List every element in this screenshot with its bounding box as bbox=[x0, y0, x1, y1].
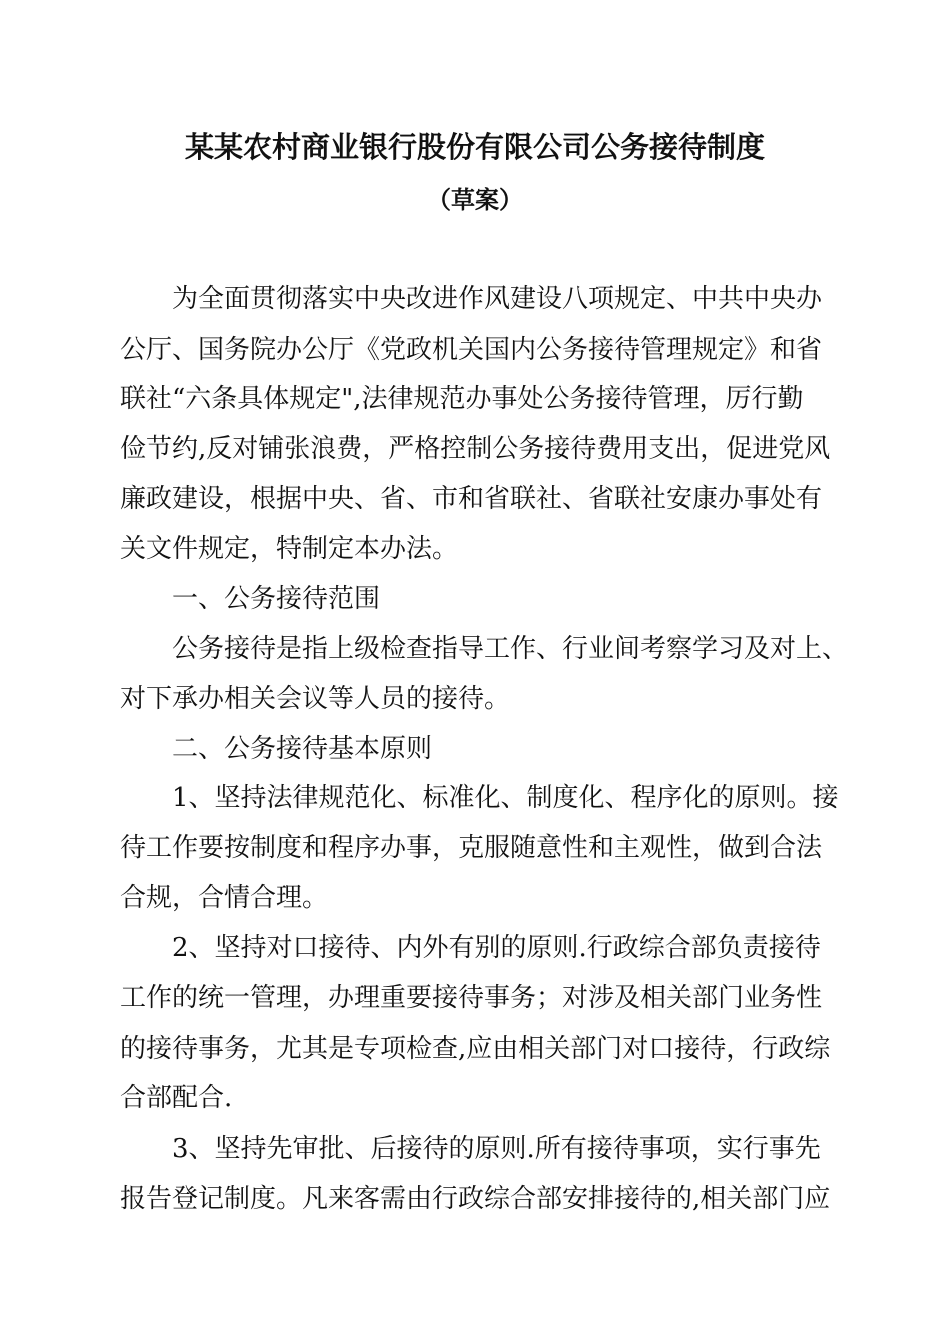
paragraph-line: 为全面贯彻落实中央改进作风建设八项规定、中共中央办 bbox=[172, 284, 823, 314]
paragraph-line: 廉政建设，根据中央、省、市和省联社、省联社安康办事处有 bbox=[120, 484, 823, 514]
paragraph-line: 公厅、国务院办公厅《党政机关国内公务接待管理规定》和省 bbox=[120, 335, 823, 365]
paragraph-line: 公务接待是指上级检查指导工作、行业间考察学习及对上、 bbox=[172, 634, 849, 664]
paragraph-line: 1、坚持法律规范化、标准化、制度化、程序化的原则。接 bbox=[172, 783, 839, 813]
paragraph-line: 合规，合情合理。 bbox=[120, 883, 329, 913]
paragraph-line: 2、坚持对口接待、内外有别的原则.行政综合部负责接待 bbox=[172, 933, 821, 963]
paragraph-line: 关文件规定，特制定本办法。 bbox=[120, 534, 459, 564]
paragraph-line: 3、坚持先审批、后接待的原则.所有接待事项，实行事先 bbox=[172, 1134, 821, 1164]
document-subtitle: （草案） bbox=[427, 185, 523, 214]
paragraph-line: 联社“六条具体规定",法律规范办事处公务接待管理，厉行勤 bbox=[120, 384, 804, 414]
paragraph-line: 待工作要按制度和程序办事，克服随意性和主观性，做到合法 bbox=[120, 833, 823, 863]
section-heading: 二、公务接待基本原则 bbox=[172, 734, 433, 764]
document-title: 某某农村商业银行股份有限公司公务接待制度 bbox=[184, 130, 765, 164]
paragraph-line: 的接待事务，尤其是专项检查,应由相关部门对口接待，行政综 bbox=[120, 1034, 831, 1064]
paragraph-line: 合部配合. bbox=[120, 1083, 233, 1113]
paragraph-line: 工作的统一管理，办理重要接待事务；对涉及相关部门业务性 bbox=[120, 983, 823, 1013]
paragraph-line: 报告登记制度。凡来客需由行政综合部安排接待的,相关部门应 bbox=[120, 1184, 831, 1214]
paragraph-line: 俭节约,反对铺张浪费，严格控制公务接待费用支出，促进党风 bbox=[120, 434, 831, 464]
paragraph-line: 对下承办相关会议等人员的接待。 bbox=[120, 684, 511, 714]
section-heading: 一、公务接待范围 bbox=[172, 584, 381, 614]
